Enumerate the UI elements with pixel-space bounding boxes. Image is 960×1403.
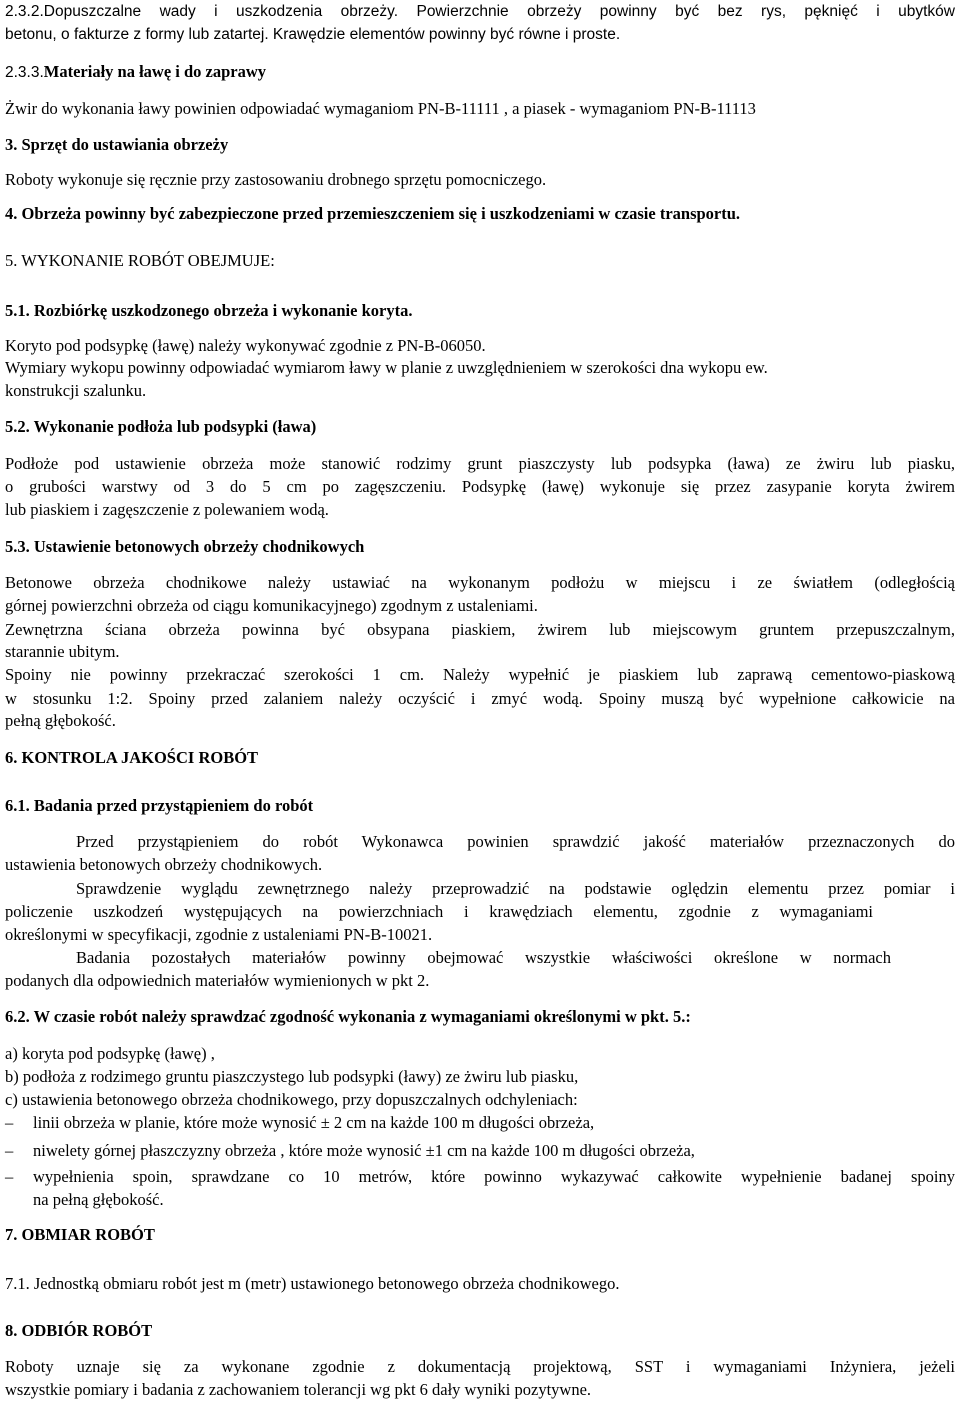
section-5-3-line-4: starannie ubitym. (5, 642, 120, 661)
section-6-1-p2-line-2: policzenie uszkodzeń występujących na powierzchniach i krawędziach elementu, zgodnie z wymaganiami (5, 902, 873, 921)
section-6-1-p3-line-2: podanych dla odpowiednich materiałów wymienionych w pkt 2. (5, 971, 430, 990)
section-5-3-line-6: w stosunku 1:2. Spoiny przed zalaniem należy oczyścić i zmyć wodą. Spoiny muszą być wypełnione całkowicie na (5, 689, 955, 708)
section-5-1-heading: 5.1. Rozbiórkę uszkodzonego obrzeża i wykonanie koryta. (5, 301, 413, 320)
section-2-3-2-line-2: betonu, o fakturze z formy lub zatartej. Krawędzie elementów powinny być równe i proste. (5, 26, 621, 43)
check-item-c: c) ustawienia betonowego obrzeża chodnikowego, przy dopuszczalnych odchyleniach: (5, 1090, 578, 1109)
section-6-1-heading: 6.1. Badania przed przystąpieniem do robót (5, 796, 314, 815)
tolerance-item-joints: wypełnienia spoin, sprawdzane co 10 metrów, które powinno wykazywać całkowite wypełnienie badanej spoiny (33, 1167, 955, 1186)
section-8-line-2: wszystkie pomiary i badania z zachowaniem tolerancji wg pkt 6 dały wyniki pozytywne. (5, 1380, 592, 1399)
section-5-1-line-3: konstrukcji szalunku. (5, 381, 147, 400)
section-5-3-line-2: górnej powierzchni obrzeża od ciągu komunikacyjnego) zgodnym z ustaleniami. (5, 596, 538, 615)
section-6-1-p2-line-1: Sprawdzenie wyglądu zewnętrznego należy przeprowadzić na podstawie oględzin elementu przez pomiar i (76, 879, 955, 898)
section-6-1-p3-line-1: Badania pozostałych materiałów powinny obejmować wszystkie właściwości określone w normach (76, 948, 891, 967)
dash-bullet: – (5, 1141, 14, 1160)
section-7-heading: 7. OBMIAR ROBÓT (5, 1225, 155, 1244)
section-5-3-line-1: Betonowe obrzeża chodnikowe należy ustawiać na wykonanym podłożu w miejscu i ze światłem (odległością (5, 573, 955, 592)
section-5-3-line-5: Spoiny nie powinny przekraczać szerokości 1 cm. Należy wypełnić je piaskiem lub zaprawą cementowo-piaskową (5, 665, 955, 684)
section-7-1-text: 7.1. Jednostką obmiaru robót jest m (metr) ustawionego betonowego obrzeża chodnikowego. (5, 1274, 620, 1293)
section-8-line-1: Roboty uznaje się za wykonane zgodnie z dokumentacją projektową, SST i wymaganiami Inżyniera, jeżeli (5, 1357, 955, 1376)
section-5-1-line-1: Koryto pod podsypkę (ławę) należy wykonywać zgodnie z PN-B-06050. (5, 336, 486, 355)
section-5-3-line-3: Zewnętrzna ściana obrzeża powinna być obsypana piaskiem, żwirem lub miejscowym gruntem przepuszczalnym, (5, 620, 955, 639)
section-2-3-3-text: Żwir do wykonania ławy powinien odpowiadać wymaganiom PN-B-11111 , a piasek - wymaganiom PN-B-11113 (5, 99, 756, 118)
section-4-heading: 4. Obrzeża powinny być zabezpieczone przed przemieszczeniem się i uszkodzeniami w czasie transportu. (5, 204, 741, 223)
section-5-1-line-2: Wymiary wykopu powinny odpowiadać wymiarom ławy w planie z uwzględnieniem w szerokości dna wykopu ew. (5, 358, 768, 377)
section-5-2-line-3: lub piaskiem i zagęszczenie z polewaniem wodą. (5, 500, 329, 519)
section-2-3-3-number: 2.3.3. (5, 64, 44, 81)
check-item-a: a) koryta pod podsypkę (ławę) , (5, 1044, 215, 1063)
section-6-2-heading: 6.2. W czasie robót należy sprawdzać zgodność wykonania z wymaganiami określonymi w pkt. 5.: (5, 1007, 691, 1026)
section-5-2-heading: 5.2. Wykonanie podłoża lub podsypki (ława) (5, 417, 317, 436)
section-6-heading: 6. KONTROLA JAKOŚCI ROBÓT (5, 748, 259, 767)
section-8-heading: 8. ODBIÓR ROBÓT (5, 1321, 153, 1340)
section-5-3-heading: 5.3. Ustawienie betonowych obrzeży chodnikowych (5, 537, 365, 556)
section-3-heading: 3. Sprzęt do ustawiania obrzeży (5, 135, 229, 154)
section-3-text: Roboty wykonuje się ręcznie przy zastosowaniu drobnego sprzętu pomocniczego. (5, 170, 547, 189)
section-6-1-p1-line-1: Przed przystąpieniem do robót Wykonawca powinien sprawdzić jakość materiałów przeznaczonych do (76, 832, 955, 851)
dash-bullet: – (5, 1113, 14, 1132)
section-6-1-p2-line-3: określonymi w specyfikacji, zgodnie z ustaleniami PN-B-10021. (5, 925, 433, 944)
section-2-3-3-heading (5, 62, 266, 83)
section-2-3-3-title: Materiały na ławę i do zaprawy (43, 62, 267, 81)
check-item-b: b) podłoża z rodzimego gruntu piaszczystego lub podsypki (ławy) ze żwiru lub piasku, (5, 1067, 579, 1086)
section-6-1-p1-line-2: ustawienia betonowych obrzeży chodnikowych. (5, 855, 323, 874)
section-5-2-line-1: Podłoże pod ustawienie obrzeża może stanowić rodzimy grunt piaszczysty lub podsypka (ława) ze żwiru lub piasku, (5, 454, 955, 473)
section-5-3-line-7: pełną głębokość. (5, 711, 116, 730)
tolerance-item-joints-cont: na pełną głębokość. (33, 1190, 164, 1209)
dash-bullet: – (5, 1167, 14, 1186)
tolerance-item-line: linii obrzeża w planie, które może wynosić ± 2 cm na każde 100 m długości obrzeża, (33, 1113, 595, 1132)
section-5-2-line-2: o grubości warstwy od 3 do 5 cm po zagęszczeniu. Podsypkę (ławę) wykonuje się przez zasypanie koryta żwirem (5, 477, 955, 496)
section-5-heading: 5. WYKONANIE ROBÓT OBEJMUJE: (5, 251, 275, 270)
section-2-3-2-line-1: 2.3.2.Dopuszczalne wady i uszkodzenia obrzeży. Powierzchnie obrzeży powinny być bez rys, pęknięć i ubytków (5, 3, 955, 20)
section-2-3-2-number: 2.3.2. (5, 3, 44, 20)
tolerance-item-elevation: niwelety górnej płaszczyzny obrzeża , które może wynosić ±1 cm na każde 100 m długości obrzeża, (33, 1141, 695, 1160)
